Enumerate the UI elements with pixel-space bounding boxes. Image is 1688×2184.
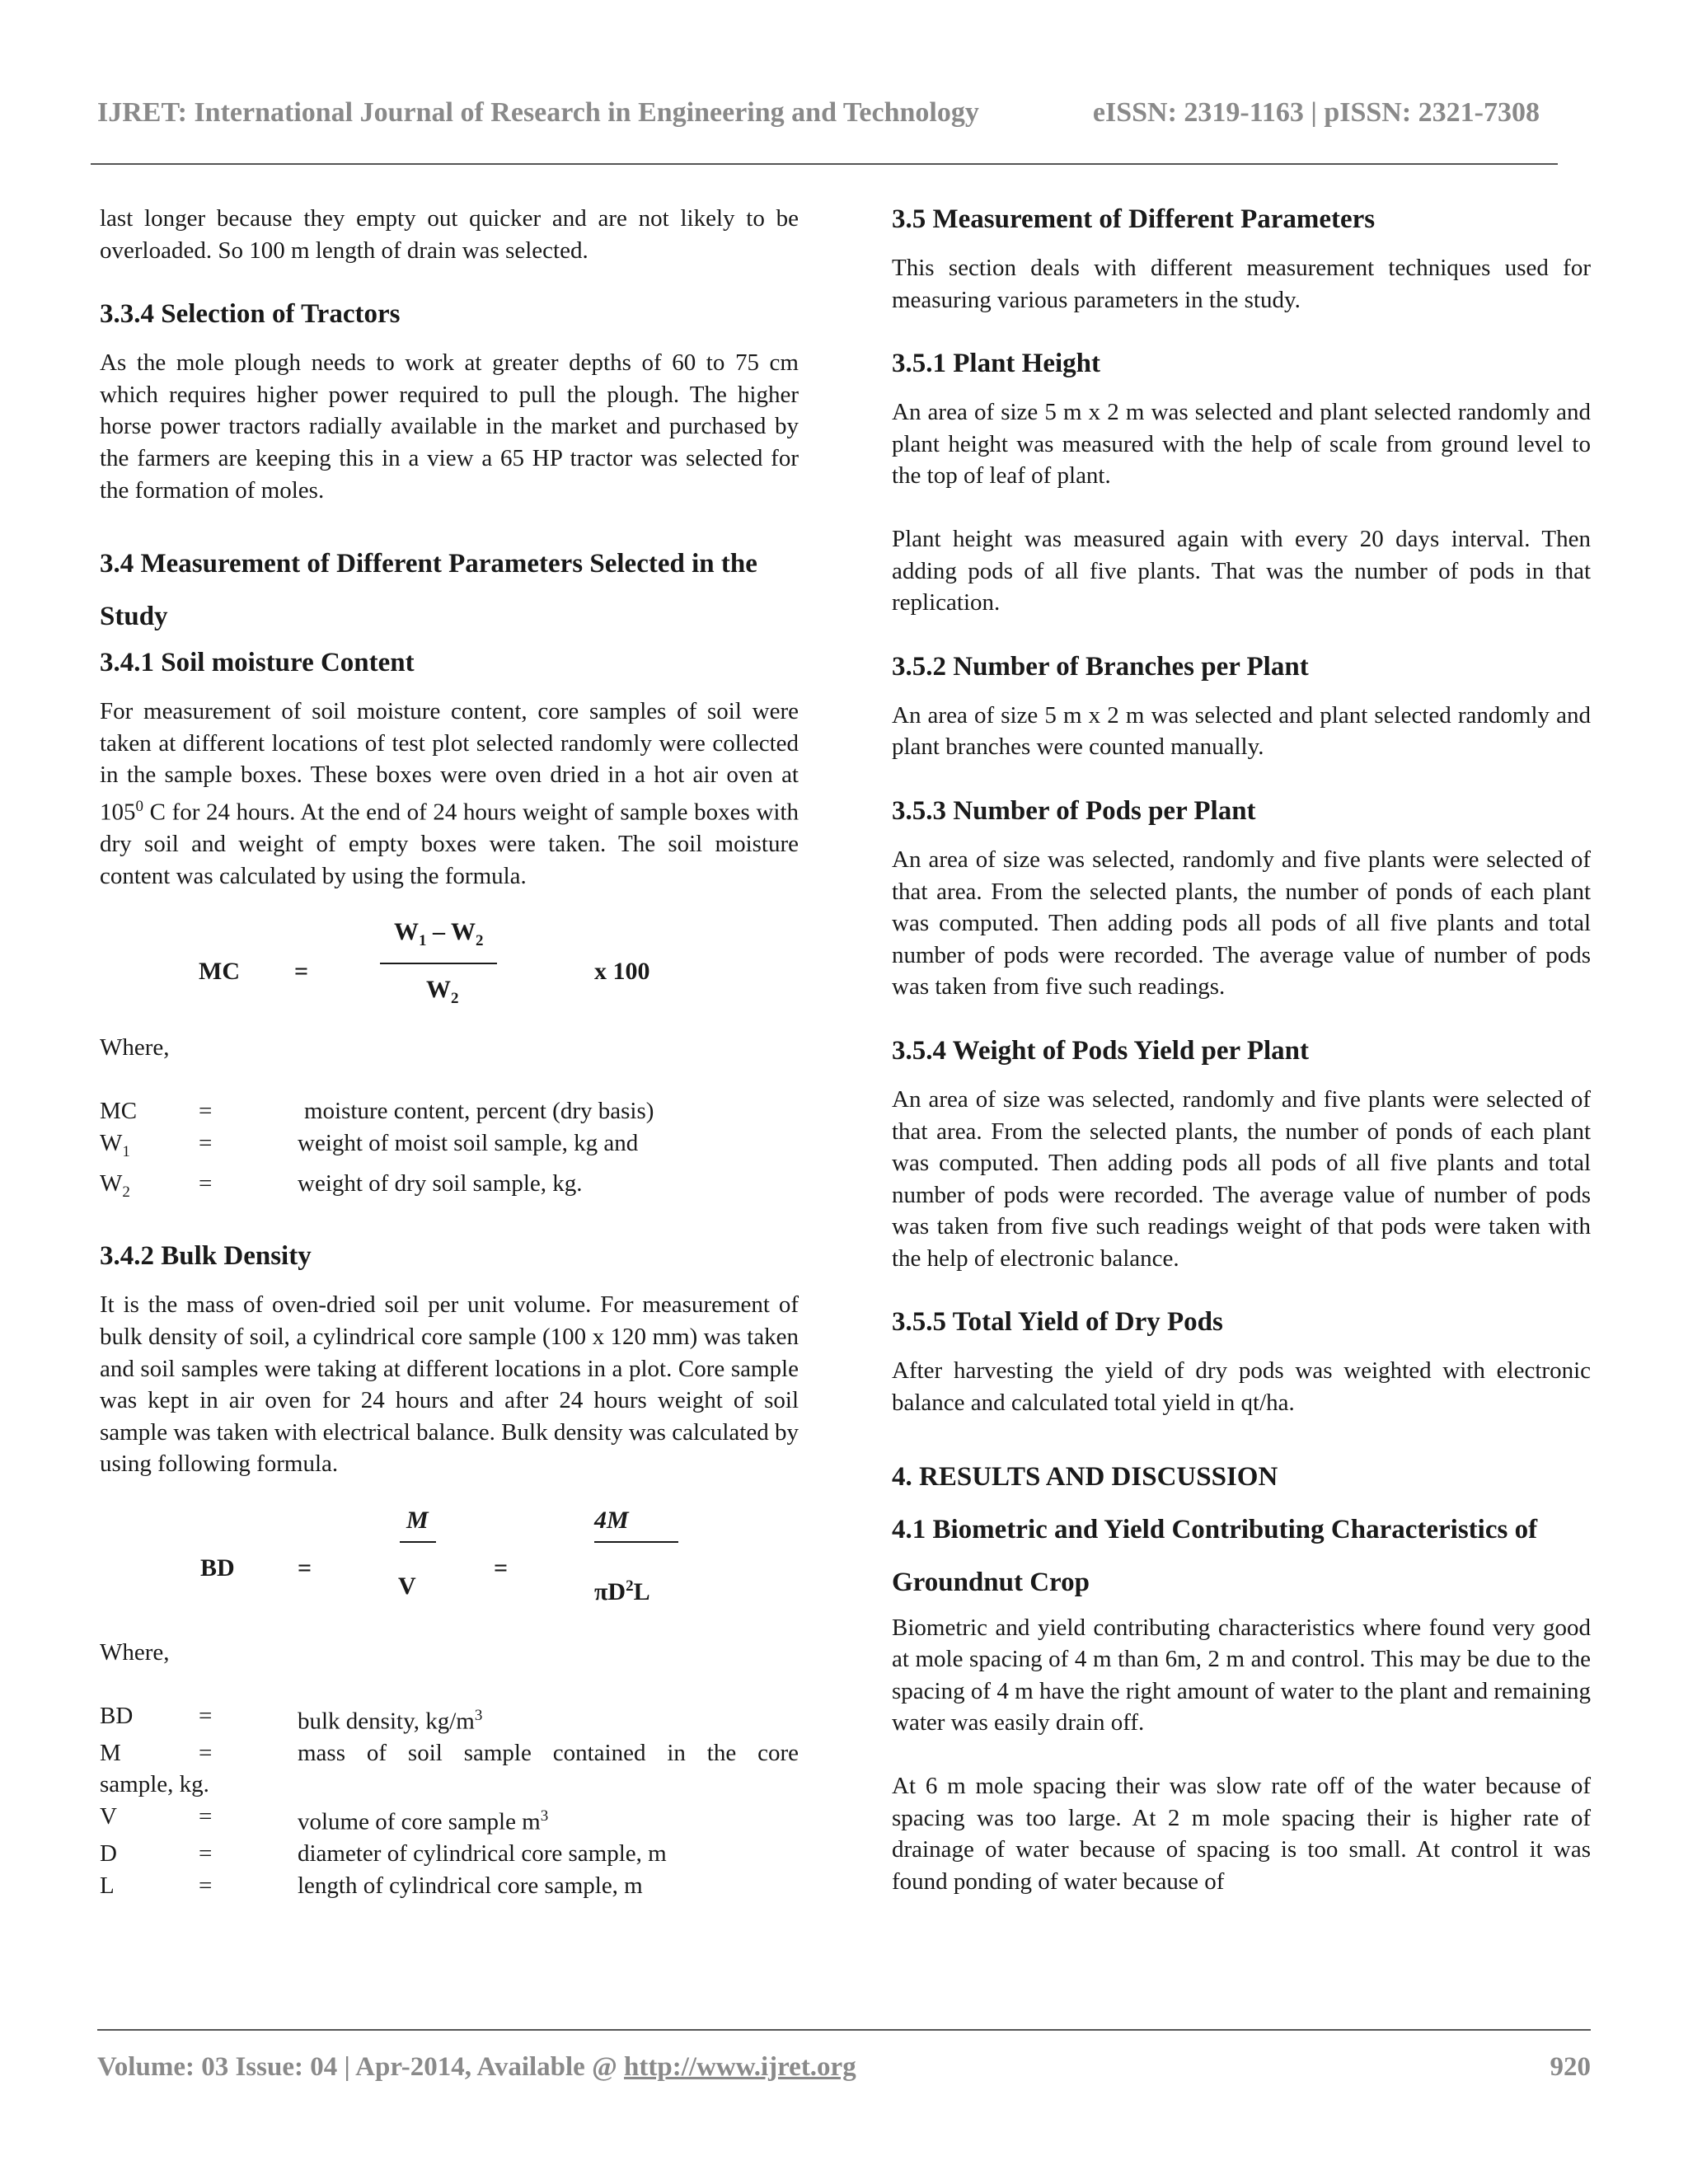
bulk-density-variable-definitions <box>100 1700 799 1902</box>
section-3-5-1-body-2: Plant height was measured again with every 20 days interval. Then adding pods of all five plants. That was the number of pods in that replication. <box>892 525 1591 616</box>
formula-equals: = <box>294 958 309 986</box>
section-3-5-4-heading: 3.5.4 Weight of Pods Yield per Plant <box>892 1035 1310 1066</box>
section-4-1-body: Biometric and yield contributing characteristics where found very good at mole spacing of 4 m than 6m, 2 m and control. This may be due to the spacing of 4 m have the right amount of water to the plant and remaining water was easily drain off. <box>892 1614 1591 1736</box>
fraction2-denominator: $\pi D^2L$ <box>594 1577 650 1605</box>
section-3-5-5-body: After harvesting the yield of dry pods was weighted with electronic balance and calculated total yield in qt/ha. <box>892 1357 1591 1417</box>
page-header <box>97 97 1540 130</box>
issn-info: eISSN: 2319-1163 | pISSN: 2321-7308 <box>1092 97 1540 128</box>
section-3-5-body: This section deals with different measurement techniques used for measuring various parameters in the study. <box>892 255 1591 313</box>
fraction-bar <box>594 1541 678 1543</box>
footer-volume-info: Volume: 03 Issue: 04 | Apr-2014, Available @ http://www.ijret.org <box>97 2052 856 2082</box>
section-3-4-1-body: For measurement of soil moisture content, core samples of soil were taken at different locations of test plot selected randomly were collected in the sample boxes. These boxes were oven dried in a hot air oven at $105^0$ C for 24 hours. At the end of 24 hours weight of sample boxes with dry soil and weight of empty boxes were taken. The soil moisture content was calculated by using the formula. <box>100 698 799 889</box>
section-3-5-1-body: An area of size 5 m x 2 m was selected and plant selected randomly and plant height was measured with the help of scale from ground level to the top of leaf of plant. <box>892 399 1591 490</box>
definition-row: M = mass of soil sample contained in the core <box>100 1739 799 1766</box>
definition-row: $W_1$ = weight of moist soil sample, kg and <box>100 1129 639 1160</box>
section-3-5-1-heading: 3.5.1 Plant Height <box>892 349 1100 379</box>
where-label-1: Where, <box>100 1034 170 1062</box>
section-3-4-2-body: It is the mass of oven-dried soil per unit volume. For measurement of bulk density of soil, a cylindrical core sample (100 x 120 mm) was taken and soil samples were taking at different locations in a plot. Core sample was kept in air oven for 24 hours and after 24 hours weight of soil sample was taken with electrical balance. Bulk density was calculated by using following formula. <box>100 1291 799 1478</box>
bulk-density-formula <box>100 1505 799 1629</box>
formula-denominator: $W_2$ <box>426 976 459 1008</box>
section-3-5-3-heading: 3.5.3 Number of Pods per Plant <box>892 795 1256 826</box>
section-3-5-2-heading: 3.5.2 Number of Branches per Plant <box>892 651 1309 682</box>
section-3-5-4-body: An area of size was selected, randomly and five plants were selected of that area. From the selected plants, the number of ponds of each plant was computed. Then adding pods all pods of all five plants and total number of pods were recorded. The average value of number of pods was taken from five such readings weight of that pods were taken with the help of electronic balance. <box>892 1085 1591 1272</box>
journal-title: IJRET: International Journal of Research in Engineering and Technology <box>97 97 979 128</box>
moisture-content-formula <box>100 916 799 1024</box>
intro-paragraph: last longer because they empty out quicker and are not likely to be overloaded. So 100 m length of drain was selected. <box>100 205 799 264</box>
section-3-4-2-heading: 3.4.2 Bulk Density <box>100 1241 312 1272</box>
definition-row: sample, kg. <box>100 1771 209 1798</box>
section-3-5-5-heading: 3.5.5 Total Yield of Dry Pods <box>892 1307 1223 1338</box>
page-number: 920 <box>1550 2052 1591 2082</box>
definition-row: BD = bulk density, $kg/m^3$ <box>100 1702 483 1735</box>
section-3-5-3-body: An area of size was selected, randomly and five plants were selected of that area. From the selected plants, the number of ponds of each plant was computed. Then adding pods all pods of all five plants and total number of pods were recorded. The average value of number of pods was taken from five such readings. <box>892 846 1591 1001</box>
formula-equals: = <box>298 1554 312 1582</box>
formula-multiplier: x 100 <box>594 958 650 986</box>
definition-row: V = volume of core sample $m^3$ <box>100 1802 549 1835</box>
moisture-variable-definitions <box>100 1095 799 1208</box>
footer-divider <box>97 2029 1591 2031</box>
definition-row: L = length of cylindrical core sample, m <box>100 1872 643 1899</box>
definition-row: $W_2$ = weight of dry soil sample, kg. <box>100 1169 583 1201</box>
header-divider <box>91 163 1558 165</box>
section-3-3-4-body: As the mole plough needs to work at greater depths of 60 to 75 cm which requires higher power required to pull the plough. The higher horse power tractors radially available in the market and purchased by the farmers are keeping this in a view a 65 HP tractor was selected for the formation of moles. <box>100 349 799 504</box>
left-column <box>100 203 799 1933</box>
formula-equals: = <box>494 1554 509 1582</box>
formula-lhs: BD <box>200 1554 235 1582</box>
fraction2-numerator: 4M <box>594 1506 629 1534</box>
section-3-5-2-body: An area of size 5 m x 2 m was selected and plant selected randomly and plant branches were counted manually. <box>892 701 1591 761</box>
fraction-bar <box>380 963 497 964</box>
section-3-4-heading: 3.4 Measurement of Different Parameters Selected in the Study <box>100 549 757 632</box>
section-4-1-heading: 4.1 Biometric and Yield Contributing Characteristics of Groundnut Crop <box>892 1514 1538 1597</box>
page-footer <box>97 2052 1591 2088</box>
fraction1-numerator: M <box>406 1506 429 1534</box>
section-3-3-4-heading: 3.3.4 Selection of Tractors <box>100 299 401 330</box>
formula-numerator: $W_1 - W_2$ <box>394 918 484 950</box>
section-4-heading: 4. RESULTS AND DISCUSSION <box>892 1461 1278 1492</box>
fraction-bar <box>400 1541 436 1543</box>
definition-row: D = diameter of cylindrical core sample, m <box>100 1840 667 1868</box>
where-label-2: Where, <box>100 1638 170 1666</box>
section-3-4-1-heading: 3.4.1 Soil moisture Content <box>100 648 415 678</box>
section-3-5-heading: 3.5 Measurement of Different Parameters <box>892 204 1376 234</box>
fraction1-denominator: V <box>398 1572 416 1600</box>
definition-row: MC = moisture content, percent (dry basis) <box>100 1097 654 1124</box>
right-column <box>892 203 1591 1929</box>
formula-lhs: MC <box>199 958 240 986</box>
section-4-1-body-2: At 6 m mole spacing their was slow rate off of the water because of spacing was too large. At 2 m mole spacing their is higher rate of drainage of water because of spacing is too small. At control it was found ponding of water because of <box>892 1773 1591 1895</box>
journal-link[interactable]: http://www.ijret.org <box>624 2052 856 2082</box>
